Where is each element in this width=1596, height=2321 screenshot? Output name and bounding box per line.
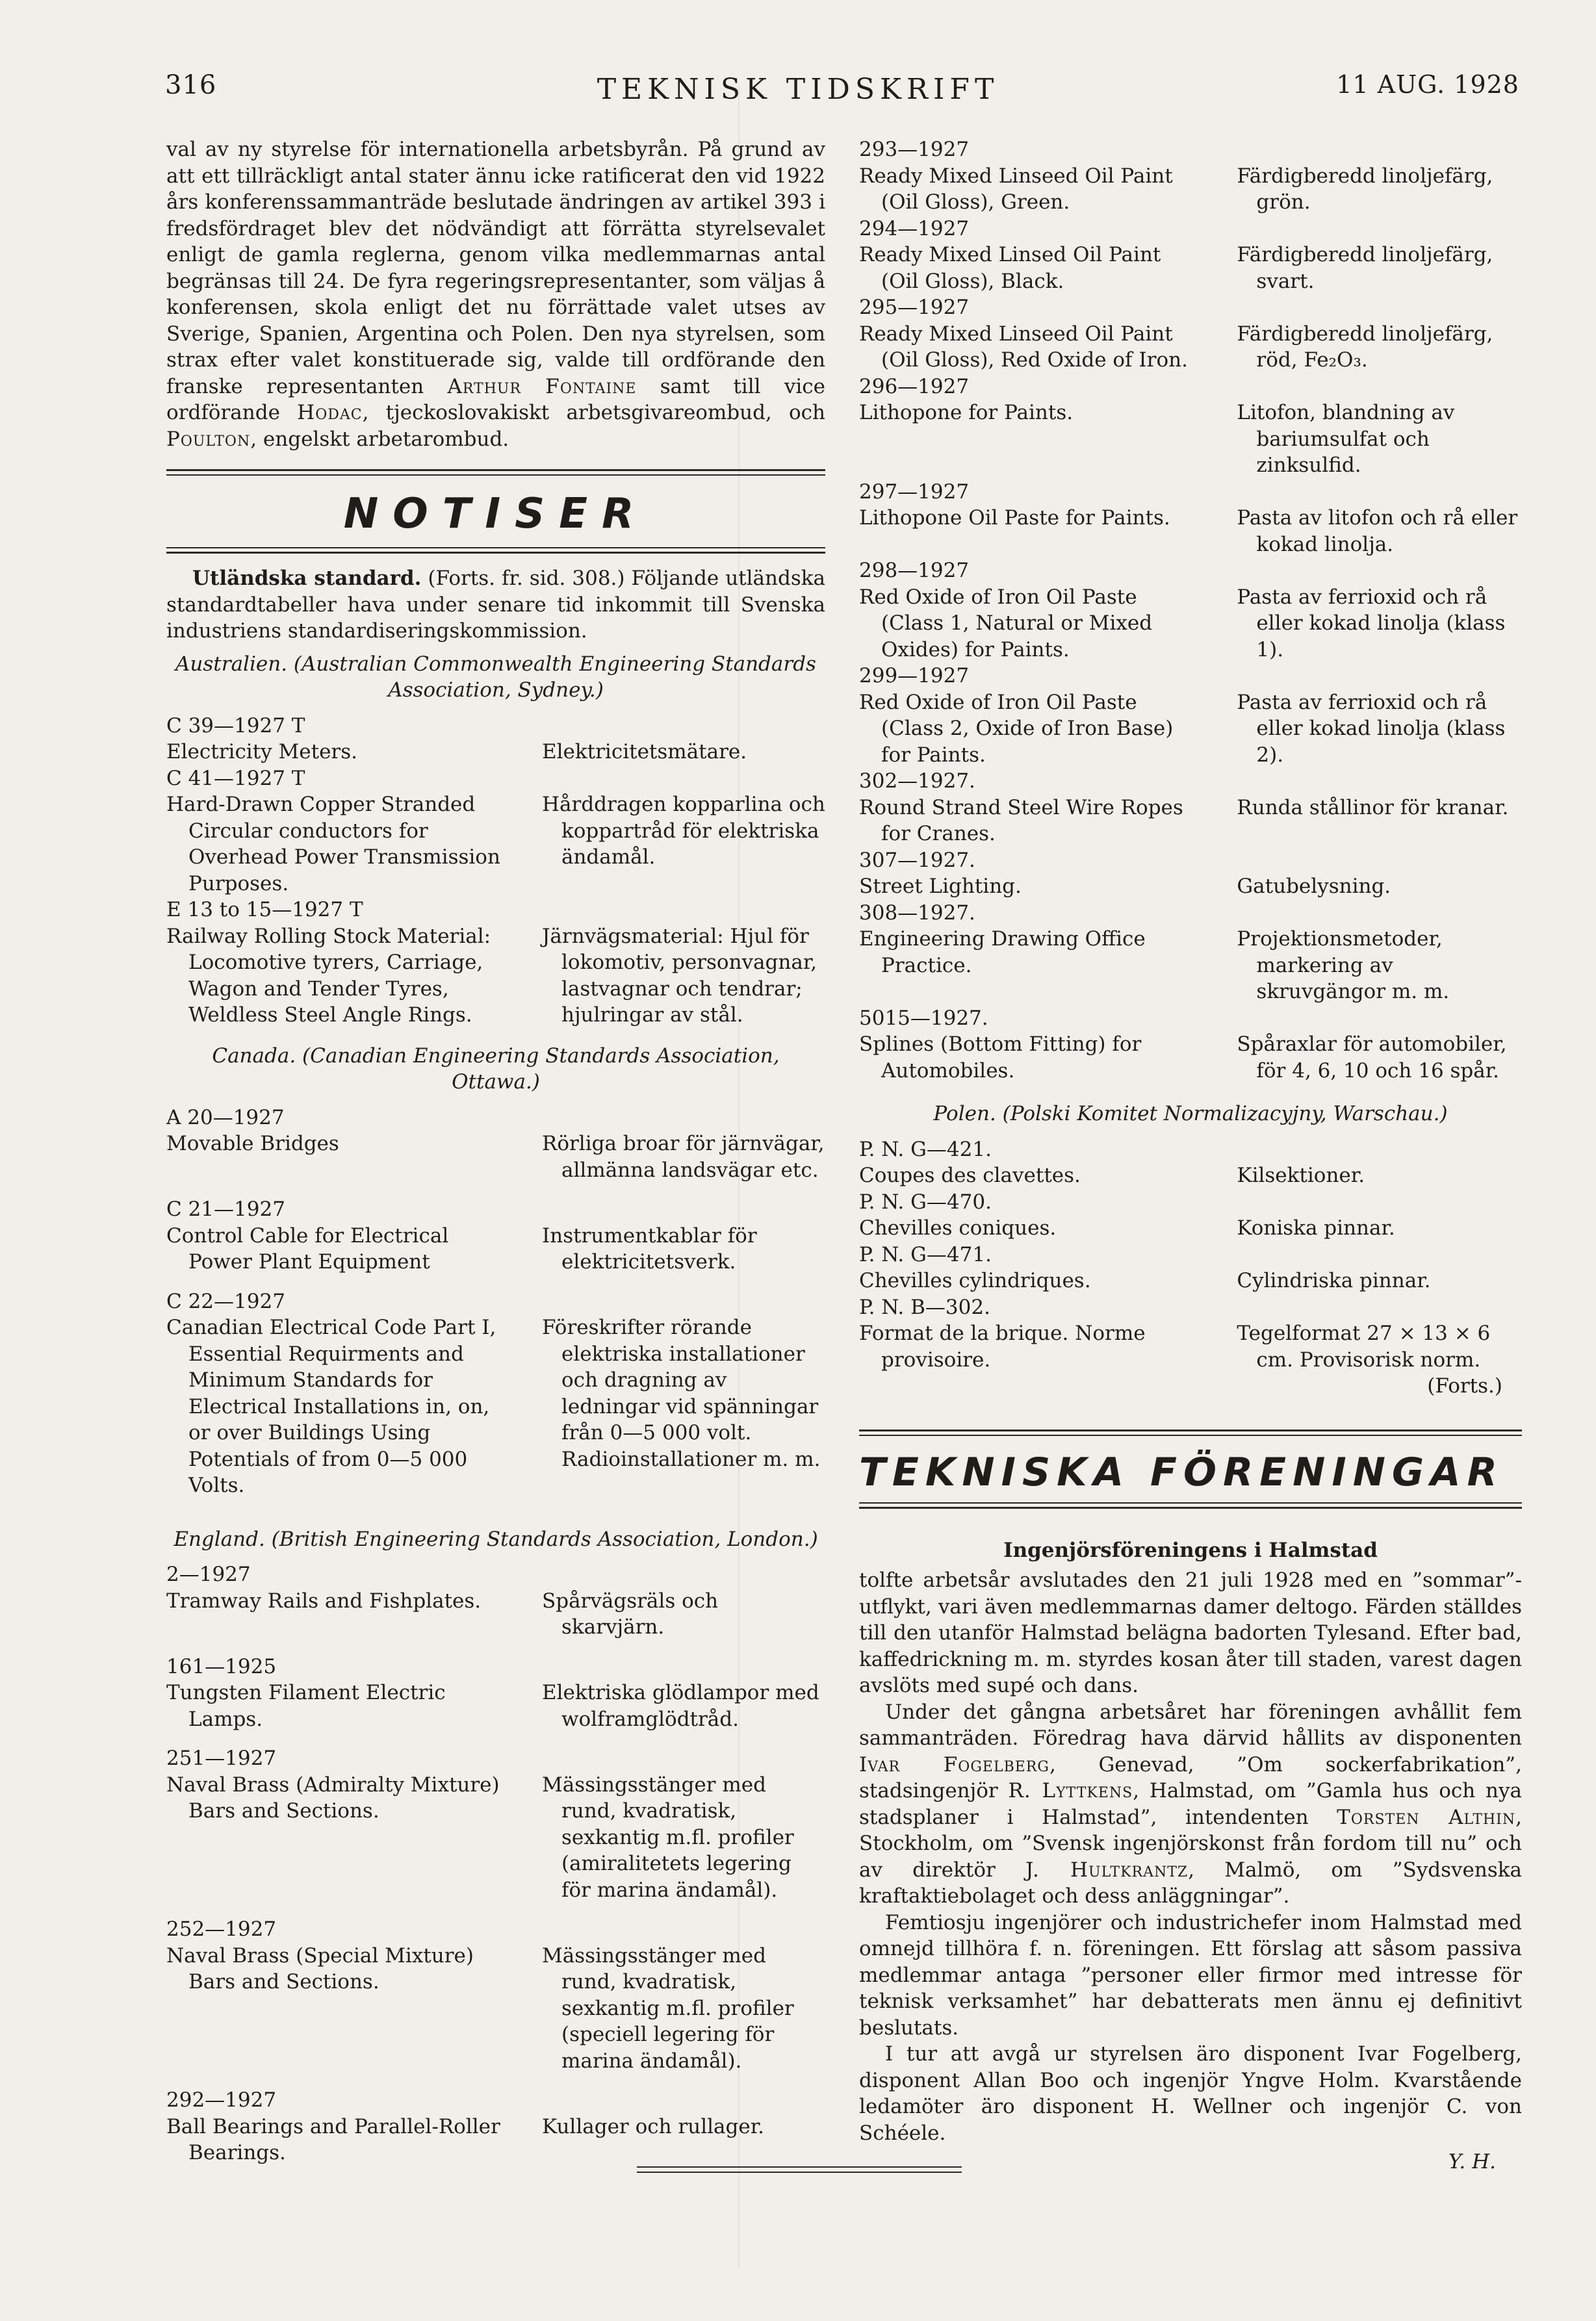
- standard-number: 161—1925: [166, 1654, 277, 1678]
- rule-line: [166, 547, 825, 548]
- rule-line: [166, 552, 825, 554]
- standard-entry: [166, 1561, 825, 1641]
- text: Under det gångna arbetsåret har föreningen avhållit fem sammanträden. Föredrag hava därvid hållits av disponenten: [859, 1700, 1522, 1750]
- standard-title: Lithopone for Paints.: [859, 401, 1074, 424]
- section-title-notiser: NOTISER: [343, 490, 649, 538]
- entry-wrap: [166, 1105, 825, 1197]
- standard-number: 307—1927.: [859, 848, 975, 872]
- notiser-lead: [166, 565, 825, 645]
- standard-swedish: [1237, 1242, 1522, 1294]
- swedish-translation: Färdigberedd linoljefärg, röd, Fe₂O₃.: [1237, 322, 1493, 372]
- source-heading: Canada. (Canadian Engineering Standards Association, Ottawa.): [212, 1044, 780, 1094]
- entry-wrap: [166, 713, 825, 765]
- standard-swedish: [1237, 558, 1522, 663]
- lead-text: (Forts. fr. sid. 308.) Följande utländska standardtabeller hava under senare tid inkommit till Svenska industriens standardiseringskommission.: [166, 567, 826, 643]
- standard-english: [859, 900, 1203, 1005]
- notiser-rule-bottom: [166, 547, 825, 554]
- standard-title: Coupes des clavettes.: [859, 1164, 1081, 1187]
- standard-title: Red Oxide of Iron Oil Paste (Class 1, Natural or Mixed Oxides) for Paints.: [859, 585, 1153, 661]
- text: , Malmö, om ”Sydsvenska kraftaktiebolaget och dess anläggningar”.: [859, 1858, 1522, 1908]
- spacer: [1237, 847, 1522, 874]
- standard-english: [166, 1289, 509, 1499]
- text: , Stockholm, om ”Svensk ingenjörskonst från fordom till nu” och av direktör: [859, 1805, 1522, 1882]
- standard-entry: [166, 897, 825, 1029]
- page-end-rule: [637, 2166, 962, 2177]
- article-paragraph-2: [859, 1699, 1522, 1910]
- text: , Genevad, ”Om sockerfabrikation”, stadsingenjör: [859, 1752, 1522, 1802]
- spacer: [1237, 136, 1522, 163]
- entry-wrap: [859, 1136, 1522, 1189]
- standard-english: [859, 294, 1203, 374]
- article-signature: Y. H.: [1448, 2150, 1496, 2174]
- standard-english: [166, 765, 509, 897]
- standard-entry: [166, 1654, 825, 1733]
- standard-number: 293—1927: [859, 138, 970, 161]
- spacer: [542, 1745, 825, 1772]
- spacer: [166, 1276, 825, 1289]
- standard-number: 299—1927: [859, 664, 970, 687]
- standard-entry: [859, 558, 1522, 663]
- entry-wrap: [859, 1005, 1522, 1084]
- standard-entry: [859, 1294, 1522, 1374]
- text: , Halmstad, om ”Gamla hus och nya stadsplaner i Halmstad”, intendenten: [859, 1779, 1523, 1829]
- standard-title: Street Lighting.: [859, 875, 1022, 898]
- standard-number: P. N. G—470.: [859, 1190, 992, 1214]
- spacer: [166, 1732, 825, 1745]
- spacer: [1237, 479, 1522, 506]
- article-paragraph-4: I tur att avgå ur styrelsen äro disponent Ivar Fogelberg, disponent Allan Boo och ingenjör Yngve Holm. Kvarstående ledamöter äro disponent H. Wellner och ingenjör C. von Schéele.: [859, 2042, 1522, 2145]
- standard-number: 297—1927: [859, 480, 970, 504]
- standard-entry: [859, 900, 1522, 1005]
- standard-number: 2—1927: [166, 1563, 251, 1586]
- entry-wrap: [859, 900, 1522, 1005]
- rule-line: [637, 2166, 962, 2168]
- standards-list-left: [166, 651, 825, 2179]
- standard-number: 252—1927: [166, 1917, 277, 1941]
- rule-line: [637, 2172, 962, 2173]
- source-polen: Polen. (Polski Komitet Normalizacyjny, Warschau.): [933, 1102, 1448, 1125]
- standard-english: [859, 216, 1203, 295]
- standard-english: [166, 1196, 509, 1276]
- swedish-translation: Runda stållinor för kranar.: [1237, 795, 1509, 819]
- spacer: [1237, 1189, 1522, 1216]
- standard-entry: [859, 1242, 1522, 1294]
- person-name: J. Hultkrantz: [1025, 1858, 1189, 1882]
- swedish-translation: Litofon, blandning av bariumsulfat och zinksulfid.: [1237, 401, 1455, 477]
- entry-wrap: [166, 1916, 825, 2087]
- entry-wrap: [859, 216, 1522, 295]
- entry-wrap: [859, 1189, 1522, 1242]
- swedish-translation: Spårvägsräls och skarvjärn.: [541, 1589, 719, 1639]
- standard-swedish: [542, 1916, 825, 2074]
- standard-english: [166, 1745, 509, 1903]
- standard-number: A 20—1927: [166, 1105, 285, 1129]
- standard-swedish: [542, 2087, 825, 2166]
- spacer: [166, 2074, 825, 2087]
- standard-english: [166, 897, 509, 1029]
- entry-wrap: [859, 558, 1522, 663]
- standard-swedish: [1237, 900, 1522, 1005]
- swedish-translation: Kullager och rullager.: [541, 2114, 764, 2138]
- swedish-translation: Pasta av ferrioxid och rå eller kokad linolja (klass 1).: [1237, 585, 1506, 661]
- spacer: [542, 1916, 825, 1943]
- standard-number: E 13 to 15—1927 T: [166, 898, 363, 921]
- swedish-translation: Färdigberedd linoljefärg, svart.: [1237, 243, 1493, 293]
- standard-english: [859, 1005, 1203, 1084]
- spacer: [1237, 558, 1522, 584]
- spacer: [1237, 1242, 1522, 1268]
- standard-entry: [166, 713, 825, 765]
- swedish-translation: Cylindriska pinnar.: [1237, 1269, 1431, 1292]
- standards-list-polen: [859, 1136, 1522, 1374]
- rule-line: [859, 1502, 1522, 1504]
- standard-swedish: [1237, 479, 1522, 558]
- spacer: [1237, 1005, 1522, 1032]
- standard-swedish: [542, 1105, 825, 1184]
- notiser-rule-top: [166, 469, 825, 476]
- standard-entry: [859, 1136, 1522, 1189]
- intro-paragraph: [166, 136, 825, 452]
- standard-title: Canadian Electrical Code Part I, Essential Requirments and Minimum Standards for Electrical Installations in, on, or over Buildings Using Potentials of from 0—5 000 Volts.: [166, 1316, 496, 1497]
- swedish-translation: Järnvägsmaterial: Hjul för lokomotiv, personvagnar, lastvagnar och tendrar; hjulringar av stål.: [541, 924, 817, 1027]
- swedish-translation: Gatubelysning.: [1237, 875, 1391, 898]
- standard-entry: [859, 663, 1522, 768]
- spacer: [166, 1499, 825, 1512]
- standard-title: Tramway Rails and Fishplates.: [166, 1589, 482, 1613]
- standard-number: 5015—1927.: [859, 1006, 988, 1030]
- entry-wrap: [166, 1196, 825, 1289]
- standard-number: 298—1927: [859, 559, 970, 582]
- standard-title: Round Strand Steel Wire Ropes for Cranes.: [859, 795, 1183, 845]
- standard-title: Lithopone Oil Paste for Paints.: [859, 506, 1170, 530]
- swedish-translation: Föreskrifter rörande elektriska installationer och dragning av ledningar vid spänningar från 0—5 000 volt. Radioinstallationer m. m.: [541, 1316, 821, 1471]
- spacer: [542, 2087, 825, 2114]
- standard-english: [166, 2087, 509, 2166]
- standard-swedish: [1237, 1136, 1522, 1189]
- standard-english: [859, 1294, 1203, 1374]
- standard-title: Naval Brass (Admiralty Mixture) Bars and Sections.: [166, 1773, 500, 1823]
- entry-wrap: [166, 1745, 825, 1916]
- spacer: [542, 1561, 825, 1588]
- standard-entry: [859, 136, 1522, 216]
- standard-entry: [166, 1289, 825, 1499]
- standard-swedish: [1237, 1189, 1522, 1242]
- article-heading: Ingenjörsföreningens i Halmstad: [1003, 1538, 1378, 1562]
- person-name: Poulton: [166, 427, 251, 451]
- person-name: Hodac: [297, 401, 363, 424]
- standard-swedish: [542, 1561, 825, 1641]
- rule-line: [166, 469, 825, 471]
- person-name: Arthur Fontaine: [447, 374, 637, 398]
- standard-title: Tungsten Filament Electric Lamps.: [166, 1681, 446, 1731]
- spacer: [542, 1289, 825, 1315]
- spacer: [542, 1654, 825, 1680]
- swedish-translation: Kilsektioner.: [1237, 1164, 1365, 1187]
- standard-english: [859, 768, 1203, 847]
- entry-wrap: [859, 294, 1522, 374]
- spacer: [542, 897, 825, 923]
- swedish-translation: Rörliga broar för järnvägar, allmänna landsvägar etc.: [541, 1132, 825, 1182]
- swedish-translation: Instrumentkablar för elektricitetsverk.: [541, 1224, 757, 1274]
- standard-entry: [859, 1005, 1522, 1084]
- standard-swedish: [542, 713, 825, 765]
- entry-wrap: [859, 136, 1522, 216]
- standard-title: Railway Rolling Stock Material: Locomotive tyrers, Carriage, Wagon and Tender Tyres, Weldless Steel Angle Rings.: [166, 924, 491, 1027]
- entry-wrap: [166, 897, 825, 1029]
- person-name: Ivar Fogelberg: [859, 1752, 1049, 1776]
- standard-swedish: [1237, 1294, 1522, 1374]
- standard-swedish: [542, 1745, 825, 1903]
- standard-swedish: [1237, 294, 1522, 374]
- standard-title: Engineering Drawing Office Practice.: [859, 927, 1146, 977]
- right-column: [859, 136, 1522, 2175]
- standard-entry: [166, 2087, 825, 2166]
- intro-text-4: , engelskt arbetarombud.: [250, 427, 509, 451]
- issue-date: 11 AUG. 1928: [1336, 70, 1519, 99]
- standard-swedish: [1237, 374, 1522, 479]
- source-heading: Australien. (Australian Commonwealth Engineering Standards Association, Sydney.): [175, 652, 816, 702]
- standard-entry: [859, 374, 1522, 479]
- spacer: [542, 1105, 825, 1131]
- entry-wrap: [859, 847, 1522, 900]
- standard-swedish: [542, 1196, 825, 1276]
- swedish-translation: Spåraxlar för automobiler, för 4, 6, 10 och 16 spår.: [1237, 1032, 1507, 1083]
- entry-wrap: [859, 374, 1522, 479]
- spacer: [166, 1183, 825, 1196]
- foreningar-rule-top: [859, 1430, 1522, 1436]
- section-title-foreningar: TEKNISKA FÖRENINGAR: [859, 1449, 1504, 1495]
- standard-english: [166, 1654, 509, 1733]
- article-paragraph-3: Femtiosju ingenjörer och industrichefer inom Halmstad med omnejd tillhöra f. n. föreningen. Ett förslag att såsom passiva medlemmar antaga ”personer eller firmor med intresse för teknisk verksamhet” har debatterats men ännu ej definitivt beslutats.: [859, 1910, 1522, 2040]
- standard-english: [859, 847, 1203, 900]
- spacer: [542, 713, 825, 739]
- standard-swedish: [1237, 768, 1522, 847]
- swedish-translation: Projektionsmetoder, markering av skruvgängor m. m.: [1237, 927, 1450, 1003]
- spacer: [1237, 216, 1522, 242]
- standard-entry: [166, 1745, 825, 1903]
- standard-entry: [166, 1196, 825, 1276]
- standard-english: [166, 1916, 509, 2074]
- standard-swedish: [1237, 1005, 1522, 1084]
- foreningar-rule-bottom: [859, 1502, 1522, 1509]
- standard-title: Hard-Drawn Copper Stranded Circular conductors for Overhead Power Transmission Purposes.: [166, 793, 500, 895]
- swedish-translation: Hårddragen kopparlina och koppartråd för elektriska ändamål.: [541, 793, 825, 869]
- standard-number: 251—1927: [166, 1747, 277, 1770]
- standard-entry: [859, 1189, 1522, 1242]
- standard-english: [859, 663, 1203, 768]
- standard-number: 295—1927: [859, 296, 970, 319]
- standard-number: 308—1927.: [859, 901, 975, 925]
- standard-entry: [859, 479, 1522, 558]
- standard-swedish: [542, 1289, 825, 1499]
- standard-english: [859, 1242, 1203, 1294]
- entry-wrap: [859, 1242, 1522, 1294]
- standard-title: Chevilles coniques.: [859, 1216, 1057, 1240]
- standard-english: [859, 374, 1203, 479]
- standard-english: [859, 479, 1203, 558]
- standard-english: [166, 1105, 509, 1184]
- entry-wrap: [166, 1654, 825, 1746]
- rule-line: [166, 474, 825, 476]
- standard-number: 296—1927: [859, 374, 970, 398]
- swedish-translation: Koniska pinnar.: [1237, 1216, 1395, 1240]
- standard-title: Ready Mixed Linsed Oil Paint (Oil Gloss), Black.: [859, 243, 1161, 293]
- rule-line: [859, 1507, 1522, 1509]
- spacer: [166, 1641, 825, 1654]
- person-name: R. Lyttkens: [1008, 1779, 1133, 1802]
- standard-title: Ready Mixed Linseed Oil Paint (Oil Gloss), Green.: [859, 164, 1173, 214]
- swedish-translation: Tegelformat 27 × 13 × 6 cm. Provisorisk norm.: [1237, 1322, 1491, 1372]
- standard-number: P. N. B—302.: [859, 1295, 990, 1319]
- article-paragraph-1: tolfte arbetsår avslutades den 21 juli 1928 med en ”sommar”-utflykt, vari även medlemmarnas damer deltogo. Färden ställdes till den utanför Halmstad belägna badorten Tylesand. Efter bad, kaffedrickning m. m. styrdes kosan åter till staden, varest dagen avslöts med supé och dans.: [859, 1569, 1522, 1697]
- standard-number: 294—1927: [859, 216, 970, 240]
- standard-swedish: [542, 765, 825, 897]
- standard-number: C 41—1927 T: [166, 766, 305, 790]
- journal-title: TEKNISK TIDSKRIFT: [597, 73, 999, 106]
- standard-title: Chevilles cylindriques.: [859, 1269, 1091, 1292]
- standard-entry: [859, 847, 1522, 900]
- entry-wrap: [859, 479, 1522, 558]
- standard-number: P. N. G—471.: [859, 1242, 992, 1266]
- standard-number: C 22—1927: [166, 1289, 285, 1313]
- entry-wrap: [166, 1561, 825, 1654]
- entry-wrap: [166, 1289, 825, 1512]
- standard-swedish: [1237, 663, 1522, 768]
- standard-english: [859, 1189, 1203, 1242]
- intro-text-2: samt till vice ordförande: [166, 374, 825, 424]
- standard-title: Splines (Bottom Fitting) for Automobiles.: [859, 1032, 1142, 1083]
- intro-text-3: , tjeckoslovakiskt arbetsgivareombud, och: [362, 401, 826, 424]
- standard-title: Ball Bearings and Parallel-Roller Bearings.: [166, 2114, 500, 2164]
- standard-entry: [166, 1916, 825, 2074]
- standard-english: [859, 136, 1203, 216]
- standard-title: Movable Bridges: [166, 1132, 339, 1155]
- standard-number: C 21—1927: [166, 1198, 285, 1221]
- page-number: 316: [165, 70, 217, 100]
- lead-heading: Utländska standard.: [192, 567, 422, 590]
- standard-title: Red Oxide of Iron Oil Paste (Class 2, Oxide of Iron Base) for Paints.: [859, 690, 1174, 767]
- standard-title: Control Cable for Electrical Power Plant Equipment: [166, 1224, 449, 1274]
- swedish-translation: Mässingsstänger med rund, kvadratisk, sexkantig m.fl. profiler (speciell legering för marina ändamål).: [541, 1943, 794, 2073]
- standard-entry: [859, 294, 1522, 374]
- spacer: [1237, 663, 1522, 689]
- entry-wrap: [166, 2087, 825, 2179]
- standard-swedish: [1237, 136, 1522, 216]
- standard-title: Ready Mixed Linseed Oil Paint (Oil Gloss), Red Oxide of Iron.: [859, 322, 1188, 372]
- standard-swedish: [1237, 847, 1522, 900]
- standard-title: Naval Brass (Special Mixture) Bars and Sections.: [166, 1943, 474, 1994]
- person-name: Torsten Althin: [1337, 1805, 1516, 1829]
- entry-wrap: [859, 663, 1522, 768]
- standard-english: [859, 558, 1203, 663]
- entry-wrap: [166, 765, 825, 897]
- standard-entry: [859, 216, 1522, 295]
- standard-english: [166, 713, 509, 765]
- standard-english: [166, 1561, 509, 1641]
- swedish-translation: Pasta av ferrioxid och rå eller kokad linolja (klass 2).: [1237, 690, 1506, 767]
- spacer: [166, 1903, 825, 1916]
- spacer: [542, 765, 825, 792]
- spacer: [1237, 900, 1522, 927]
- entry-wrap: [859, 768, 1522, 847]
- standards-list-right: [859, 136, 1522, 1084]
- spacer: [542, 1196, 825, 1223]
- spacer: [1237, 1136, 1522, 1163]
- spacer: [1237, 294, 1522, 321]
- standard-number: P. N. G—421.: [859, 1137, 992, 1161]
- swedish-translation: Färdigberedd linoljefärg, grön.: [1237, 164, 1493, 214]
- standard-title: Electricity Meters.: [166, 740, 358, 763]
- standard-swedish: [542, 1654, 825, 1733]
- intro-text-1: val av ny styrelse för internationella arbetsbyrån. På grund av att ett tillräckligt antal stater ännu icke ratificerat den vid 1922 års konferenssammanträde beslutade ändringen av artikel 393 i fredsfördraget blev det nödvändigt att förrätta styrelsevalet enligt de gamla reglerna, genom vilka medlemmarnas antal begränsas till 24. De fyra regeringsrepresentanter, som väljas å konferensen, skola enligt det nu förrättade valet utses av Sverige, Spanien, Argentina och Polen. Den nya styrelsen, som strax efter valet konstituerade sig, valde till ordförande den franske representanten: [166, 138, 825, 398]
- source-heading: England. (British Engineering Standards Association, London.): [174, 1527, 818, 1551]
- swedish-translation: Mässingsstänger med rund, kvadratisk, sexkantig m.fl. profiler (amiralitetets legering för marina ändamål).: [541, 1773, 794, 1902]
- left-column: [166, 136, 825, 2179]
- spacer: [1237, 1294, 1522, 1321]
- standard-english: [859, 1136, 1203, 1189]
- spacer: [1237, 374, 1522, 400]
- standard-swedish: [542, 897, 825, 1029]
- standard-number: 302—1927.: [859, 769, 975, 793]
- rule-line: [859, 1430, 1522, 1431]
- swedish-translation: Pasta av litofon och rå eller kokad linolja.: [1237, 506, 1518, 556]
- standard-entry: [859, 768, 1522, 847]
- swedish-translation: Elektricitetsmätare.: [541, 740, 747, 763]
- entry-wrap: [859, 1294, 1522, 1374]
- standard-entry: [166, 765, 825, 897]
- swedish-translation: Elektriska glödlampor med wolframglödtråd.: [541, 1681, 819, 1731]
- standard-swedish: [1237, 216, 1522, 295]
- standard-title: Format de la brique. Norme provisoire.: [859, 1322, 1146, 1372]
- standard-number: C 39—1927 T: [166, 713, 305, 737]
- continued-note: (Forts.): [1427, 1374, 1502, 1398]
- standard-entry: [166, 1105, 825, 1184]
- spacer: [1237, 768, 1522, 795]
- rule-line: [859, 1435, 1522, 1436]
- standard-number: 292—1927: [166, 2088, 277, 2112]
